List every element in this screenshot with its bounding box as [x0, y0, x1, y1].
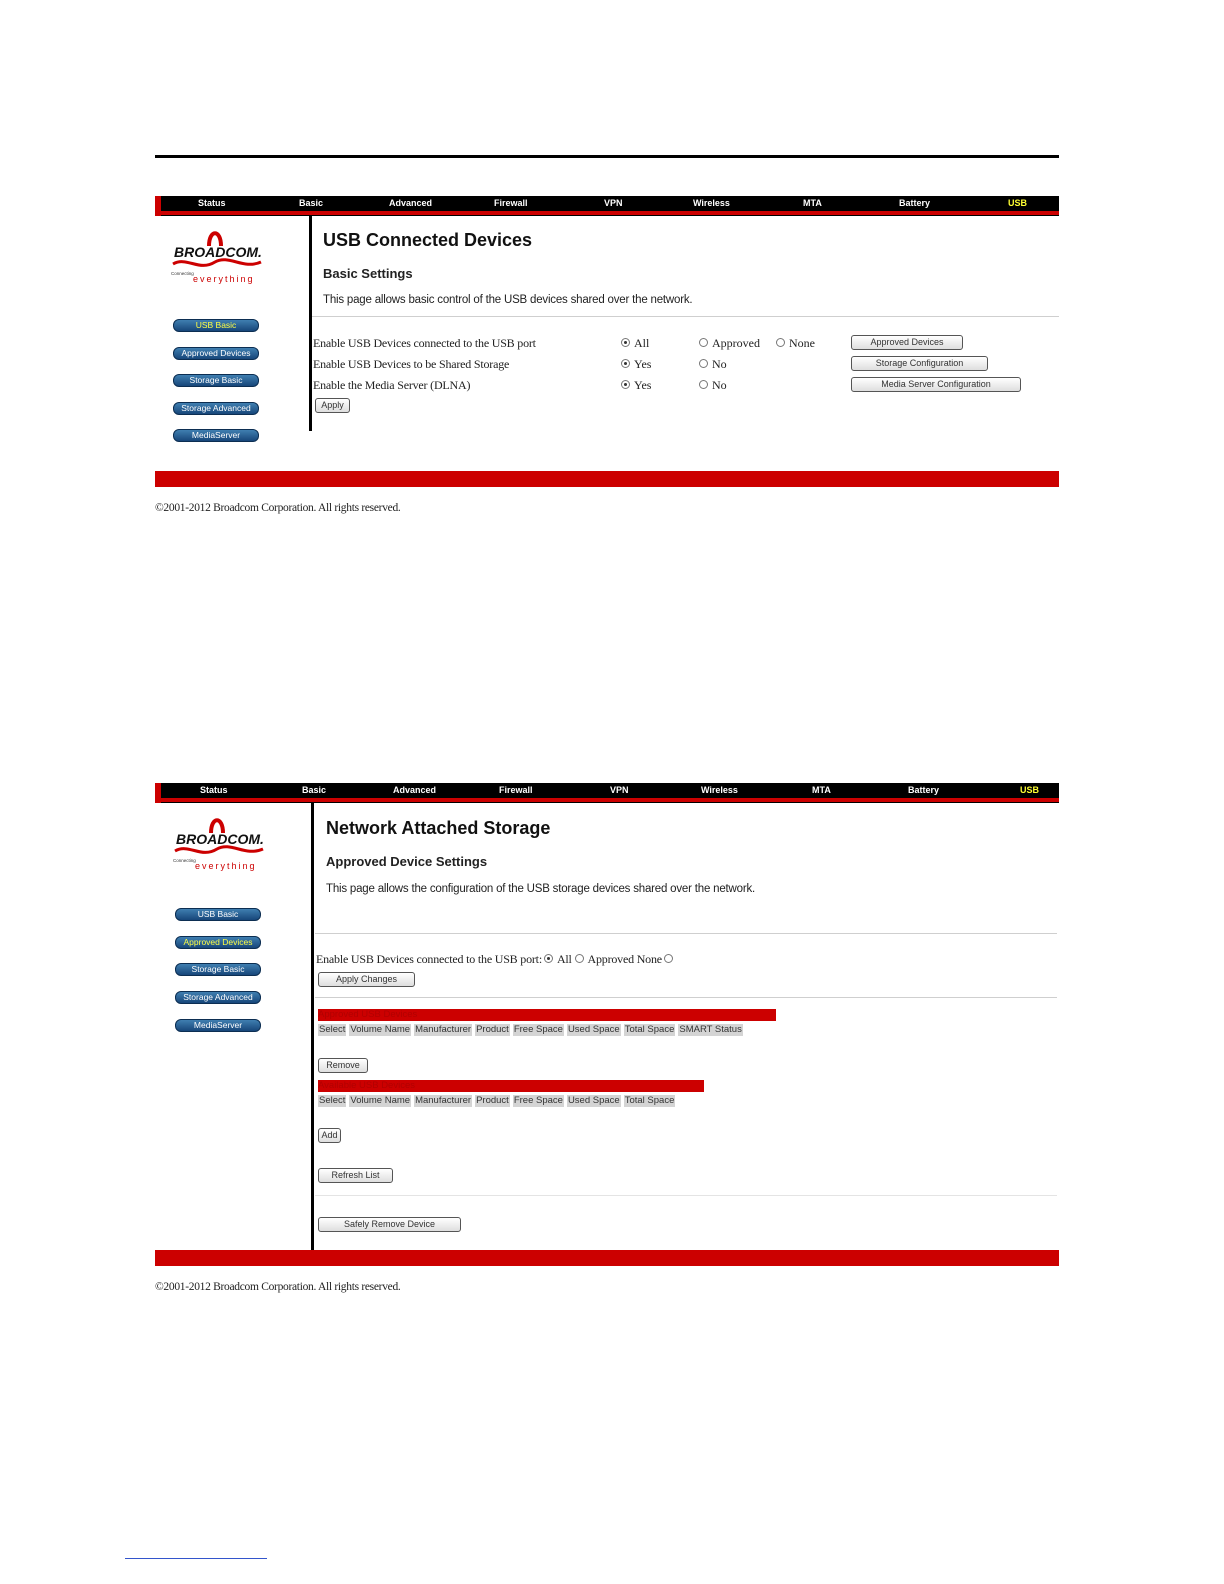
radio-all-control[interactable] — [544, 954, 553, 963]
shared-storage-enable-label: Enable USB Devices to be Shared Storage — [313, 357, 510, 371]
nav-mta[interactable]: MTA — [812, 785, 831, 795]
nav-vpn[interactable]: VPN — [604, 198, 623, 208]
radio-storage-no-control[interactable] — [699, 359, 708, 368]
radio-approved-control[interactable] — [699, 338, 708, 347]
nav-basic[interactable]: Basic — [299, 198, 324, 208]
page-description: This page allows the configuration of the USB storage devices shared over the network. — [326, 883, 755, 895]
copyright-text: ©2001-2012 Broadcom Corporation. All rights reserved. — [155, 1281, 401, 1293]
col-manufacturer: Manufacturer — [415, 1095, 472, 1106]
section-divider-3 — [315, 1195, 1057, 1196]
section-divider — [315, 933, 1057, 934]
radio-media-yes[interactable] — [621, 378, 651, 393]
media-server-enable-label: Enable the Media Server (DLNA) — [313, 378, 471, 392]
radio-approved-control[interactable] — [575, 954, 584, 963]
radio-none-label: None — [789, 336, 815, 350]
col-smart-status: SMART Status — [679, 1024, 742, 1035]
sidebar-item-storage-basic[interactable]: Storage Basic — [173, 374, 259, 387]
col-manufacturer: Manufacturer — [415, 1024, 472, 1035]
radio-media-yes-control[interactable] — [621, 380, 630, 389]
nav-usb[interactable]: USB — [1008, 198, 1028, 208]
nav-wireless[interactable]: Wireless — [693, 198, 730, 208]
section-subtitle: Basic Settings — [323, 266, 413, 281]
sidebar-item-usb-basic[interactable]: USB Basic — [175, 908, 261, 921]
refresh-list-button[interactable]: Refresh List — [318, 1168, 393, 1183]
col-select: Select — [319, 1024, 346, 1035]
radio-all-label: All — [556, 952, 572, 966]
page-title: Network Attached Storage — [326, 818, 551, 838]
sidebar-item-approved-devices[interactable]: Approved Devices — [173, 347, 259, 360]
nav-wireless[interactable]: Wireless — [701, 785, 738, 795]
col-used-space: Used Space — [567, 1024, 620, 1035]
radio-all[interactable] — [621, 336, 649, 351]
logo-tagline-small: Connecting — [173, 858, 196, 863]
usb-port-enable-label: Enable USB Devices connected to the USB port: — [316, 952, 542, 966]
nav-underline — [155, 211, 1059, 215]
broadcom-logo — [171, 811, 271, 881]
nav-advanced[interactable]: Advanced — [389, 198, 433, 208]
logo-tagline: everything — [193, 274, 255, 284]
radio-approved[interactable] — [699, 336, 760, 351]
apply-button[interactable]: Apply — [315, 398, 350, 413]
nav-battery[interactable]: Battery — [899, 198, 931, 208]
section-divider — [312, 316, 1059, 317]
col-volume-name: Volume Name — [350, 1095, 411, 1106]
nav-firewall[interactable]: Firewall — [499, 785, 533, 795]
nav-usb[interactable]: USB — [1020, 785, 1040, 795]
col-product: Product — [476, 1095, 509, 1106]
sidebar-item-approved-devices[interactable]: Approved Devices — [175, 936, 261, 949]
radio-none-control[interactable] — [776, 338, 785, 347]
radio-all-label: All — [634, 336, 650, 350]
approved-devices-button[interactable]: Approved Devices — [851, 335, 963, 350]
radio-media-no-label: No — [712, 378, 727, 392]
sidebar-divider — [311, 802, 314, 1250]
logo-brand-text: BROADCOM. — [176, 831, 264, 847]
logo-tagline-small: Connecting — [171, 271, 194, 276]
radio-media-no[interactable] — [699, 378, 727, 393]
logo-tagline: everything — [195, 861, 257, 871]
apply-changes-button[interactable]: Apply Changes — [318, 972, 415, 987]
radio-storage-yes-control[interactable] — [621, 359, 630, 368]
logo-brand-text: BROADCOM. — [174, 244, 262, 260]
page-description: This page allows basic control of the USB devices shared over the network. — [323, 294, 693, 306]
nav-advanced[interactable]: Advanced — [393, 785, 437, 795]
remove-button[interactable]: Remove — [318, 1058, 368, 1073]
radio-storage-no-label: No — [712, 357, 727, 371]
page-top-rule — [155, 155, 1059, 158]
radio-all-control[interactable] — [621, 338, 630, 347]
col-used-space: Used Space — [567, 1095, 620, 1106]
col-free-space: Free Space — [513, 1095, 563, 1106]
sidebar-item-usb-basic[interactable]: USB Basic — [173, 319, 259, 332]
available-devices-header: Available USB Devices — [318, 1080, 704, 1092]
radio-none-label: None — [636, 952, 662, 966]
radio-storage-yes-label: Yes — [634, 357, 652, 371]
nav-status[interactable]: Status — [198, 198, 226, 208]
nav-firewall[interactable]: Firewall — [494, 198, 528, 208]
sidebar-item-storage-advanced[interactable]: Storage Advanced — [173, 402, 259, 415]
sidebar-item-mediaserver[interactable]: MediaServer — [175, 1019, 261, 1032]
col-free-space: Free Space — [513, 1024, 563, 1035]
media-server-configuration-button[interactable]: Media Server Configuration — [851, 377, 1021, 392]
footer-red-bar — [155, 471, 1059, 487]
page-title: USB Connected Devices — [323, 230, 533, 250]
section-subtitle: Approved Device Settings — [326, 854, 488, 869]
radio-none[interactable] — [776, 336, 815, 351]
radio-none-control[interactable] — [664, 954, 673, 963]
approved-devices-screenshot — [155, 783, 1059, 1313]
usb-port-enable-line — [316, 952, 677, 967]
approved-devices-columns — [318, 1024, 746, 1036]
add-button[interactable]: Add — [318, 1128, 341, 1143]
nav-mta[interactable]: MTA — [803, 198, 822, 208]
footnote-rule — [125, 1558, 267, 1559]
col-total-space: Total Space — [624, 1095, 675, 1106]
col-select: Select — [319, 1095, 346, 1106]
radio-storage-yes[interactable] — [621, 357, 651, 372]
nav-underline — [155, 798, 1059, 802]
usb-port-enable-label: Enable USB Devices connected to the USB port — [313, 336, 536, 350]
nav-vpn[interactable]: VPN — [610, 785, 629, 795]
col-total-space: Total Space — [624, 1024, 675, 1035]
sidebar-divider — [309, 215, 312, 431]
col-volume-name: Volume Name — [350, 1024, 411, 1035]
footer-red-bar — [155, 1250, 1059, 1266]
section-divider-2 — [315, 997, 1057, 998]
nav-status[interactable]: Status — [200, 785, 228, 795]
sidebar-item-storage-basic[interactable]: Storage Basic — [175, 963, 261, 976]
radio-approved-label: Approved — [712, 336, 760, 350]
radio-media-no-control[interactable] — [699, 380, 708, 389]
col-product: Product — [476, 1024, 509, 1035]
storage-configuration-button[interactable]: Storage Configuration — [851, 356, 988, 371]
radio-media-yes-label: Yes — [634, 378, 652, 392]
sidebar-item-mediaserver[interactable]: MediaServer — [173, 429, 259, 442]
nav-battery[interactable]: Battery — [908, 785, 940, 795]
sidebar-item-storage-advanced[interactable]: Storage Advanced — [175, 991, 261, 1004]
approved-devices-header: Approved USB Devices — [318, 1009, 776, 1021]
nav-basic[interactable]: Basic — [302, 785, 327, 795]
safely-remove-device-button[interactable]: Safely Remove Device — [318, 1217, 461, 1232]
broadcom-logo — [169, 224, 269, 294]
usb-basic-screenshot — [155, 196, 1059, 526]
copyright-text: ©2001-2012 Broadcom Corporation. All rights reserved. — [155, 502, 401, 514]
radio-storage-no[interactable] — [699, 357, 727, 372]
radio-approved-label: Approved — [587, 952, 634, 966]
available-devices-columns — [318, 1095, 678, 1107]
